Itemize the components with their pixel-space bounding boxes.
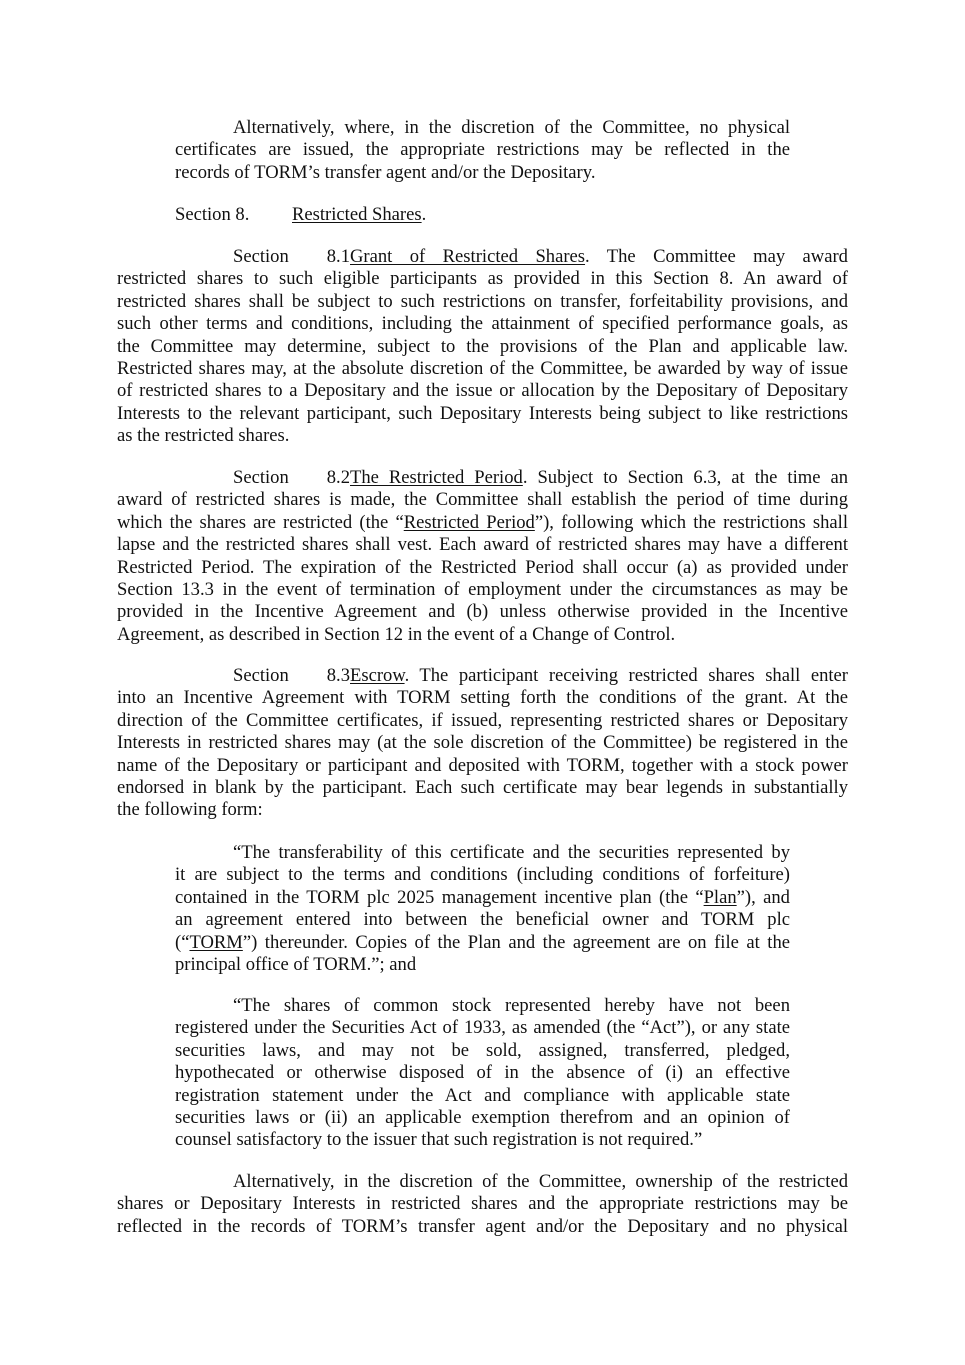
text-line (117, 336, 848, 358)
text-run: it are subject to the terms and conditions (including conditions of forfeiture) (175, 864, 790, 886)
underlined-term: Grant of Restricted Shares (350, 246, 586, 267)
text-line (175, 1129, 790, 1151)
text-run: Restricted shares may, at the absolute discretion of the Committee, be awarded by way of issue (117, 357, 848, 379)
text-run: ”), following which the restrictions shall (534, 511, 848, 533)
legend-quote-securities-act (175, 995, 790, 1152)
text-run: . The Committee may award (585, 246, 848, 267)
text-line (175, 842, 790, 864)
section-number: Section 8.1 (233, 246, 350, 267)
text-run: “The transferability of this certificate and the securities represented by (233, 842, 790, 863)
text-line (175, 887, 790, 909)
underlined-term: Restricted Shares (292, 204, 422, 225)
text-run: “The shares of common stock represented hereby have not been (233, 995, 790, 1016)
section-8-3-paragraph (117, 665, 848, 822)
section-number: Section 8.2 (233, 467, 350, 488)
text-run: certificates are issued, the appropriate restrictions may be reflected in the (175, 139, 790, 161)
underlined-term: Escrow (350, 665, 405, 686)
text-line (175, 1062, 790, 1084)
text-line (117, 512, 848, 534)
text-run: counsel satisfactory to the issuer that such registration is not required.” (175, 1129, 703, 1151)
text-line (117, 1216, 848, 1238)
text-run: . The participant receiving restricted shares shall enter (404, 665, 848, 686)
text-run: contained in the TORM plc 2025 management incentive plan (the “ (175, 886, 704, 908)
text-line (117, 710, 848, 732)
text-line (117, 755, 848, 777)
text-run: Section 13.3 in the event of termination of employment under the circumstances as may be (117, 578, 848, 600)
text-run: into an Incentive Agreement with TORM setting forth the conditions of the grant. At the (117, 687, 848, 709)
text-run: direction of the Committee certificates, if issued, representing restricted shares or Depositary (117, 709, 848, 731)
text-line (175, 139, 790, 161)
text-line (117, 291, 848, 313)
text-line (117, 380, 848, 402)
text-run: an agreement entered into between the beneficial owner and TORM plc (175, 909, 790, 931)
text-run: Alternatively, where, in the discretion of the Committee, no physical (233, 117, 790, 138)
text-line (117, 665, 848, 687)
text-line (175, 117, 790, 139)
text-run: registered under the Securities Act of 1933, as amended (the “Act”), or any state (175, 1017, 790, 1039)
text-run: as the restricted shares. (117, 425, 290, 447)
text-line (175, 909, 790, 931)
text-run: provided in the Incentive Agreement and (b) unless otherwise provided in the Incentive (117, 601, 848, 623)
text-run: which the shares are restricted (the “ (117, 511, 404, 533)
text-line (175, 1085, 790, 1107)
text-run: restricted shares to such eligible participants as provided in this Section 8. An award of (117, 268, 848, 290)
text-run: shares or Depositary Interests in restricted shares and the appropriate restrictions may be (117, 1193, 848, 1215)
paragraph-alternatively-ownership (117, 1171, 848, 1238)
text-run: restricted shares shall be subject to such restrictions on transfer, forfeitability provisions, and (117, 290, 848, 312)
section-8-heading (175, 204, 790, 226)
text-line (117, 313, 848, 335)
text-run: registration statement under the Act and compliance with applicable state (175, 1084, 790, 1106)
text-line (117, 777, 848, 799)
text-line (117, 799, 848, 821)
text-run: such other terms and conditions, including the attainment of specified performance goals, as (117, 313, 848, 335)
underlined-term: Restricted Period (403, 511, 535, 533)
text-run: award of restricted shares is made, the Committee shall establish the period of time during (117, 489, 848, 511)
text-line (117, 534, 848, 556)
text-run: of restricted shares to a Depositary and the issue or allocation by the Depositary of Depositary (117, 380, 848, 402)
text-line (117, 557, 848, 579)
text-line (175, 162, 790, 184)
text-line (175, 204, 790, 226)
text-line (175, 995, 790, 1017)
text-line (117, 732, 848, 754)
text-line (117, 624, 848, 646)
text-line (175, 932, 790, 954)
text-line (117, 467, 848, 489)
text-run: Interests in restricted shares may (at the sole discretion of the Committee) be registered in the (117, 732, 848, 754)
text-run: securities laws, and may not be sold, assigned, transferred, pledged, (175, 1039, 790, 1061)
section-8-2-paragraph (117, 467, 848, 646)
text-run: Interests to the relevant participant, such Depositary Interests being subject to like restrictions (117, 402, 848, 424)
section-number: Section 8. (175, 204, 250, 225)
text-line (117, 601, 848, 623)
text-run: Alternatively, in the discretion of the Committee, ownership of the restricted (233, 1171, 848, 1192)
text-line (117, 403, 848, 425)
text-run: the Committee may determine, subject to the provisions of the Plan and applicable law. (117, 335, 848, 357)
text-run: ”) thereunder. Copies of the Plan and the agreement are on file at the (242, 931, 790, 953)
text-run: . Subject to Section 6.3, at the time an (522, 467, 848, 488)
text-run: endorsed in blank by the participant. Each such certificate may bear legends in substantially (117, 776, 848, 798)
text-run: hypothecated or otherwise disposed of in the absence of (i) an effective (175, 1062, 790, 1084)
text-line (117, 268, 848, 290)
underlined-term: TORM (189, 931, 243, 953)
text-run: (“ (175, 931, 190, 953)
text-line (175, 954, 790, 976)
legend-quote-transferability (175, 842, 790, 976)
text-run: name of the Depositary or participant and deposited with TORM, together with a stock power (117, 754, 848, 776)
text-line (175, 1017, 790, 1039)
text-run: records of TORM’s transfer agent and/or the Depositary. (175, 161, 596, 183)
text-line (117, 358, 848, 380)
text-run: Restricted Period. The expiration of the Restricted Period shall occur (a) as provided under (117, 556, 848, 578)
text-run: . (421, 204, 427, 225)
text-run: reflected in the records of TORM’s transfer agent and/or the Depositary and no physical (117, 1215, 848, 1237)
paragraph-no-certificates (175, 117, 790, 184)
text-line (175, 1040, 790, 1062)
text-run: principal office of TORM.”; and (175, 953, 417, 975)
text-line (175, 864, 790, 886)
section-8-1-paragraph (117, 246, 848, 448)
text-run: Agreement, as described in Section 12 in the event of a Change of Control. (117, 623, 676, 645)
text-line (117, 579, 848, 601)
text-line (117, 425, 848, 447)
section-number: Section 8.3 (233, 665, 350, 686)
text-line (117, 1171, 848, 1193)
text-run: lapse and the restricted shares shall vest. Each award of restricted shares may have a different (117, 534, 848, 556)
text-line (117, 489, 848, 511)
underlined-term: The Restricted Period (350, 467, 523, 488)
text-line (117, 246, 848, 268)
text-line (175, 1107, 790, 1129)
text-line (117, 1193, 848, 1215)
text-line (117, 687, 848, 709)
text-run: the following form: (117, 799, 263, 821)
text-run: securities laws or (ii) an applicable exemption therefrom and an opinion of (175, 1106, 790, 1128)
underlined-term: Plan (703, 886, 737, 908)
text-run: ”), and (736, 886, 790, 908)
